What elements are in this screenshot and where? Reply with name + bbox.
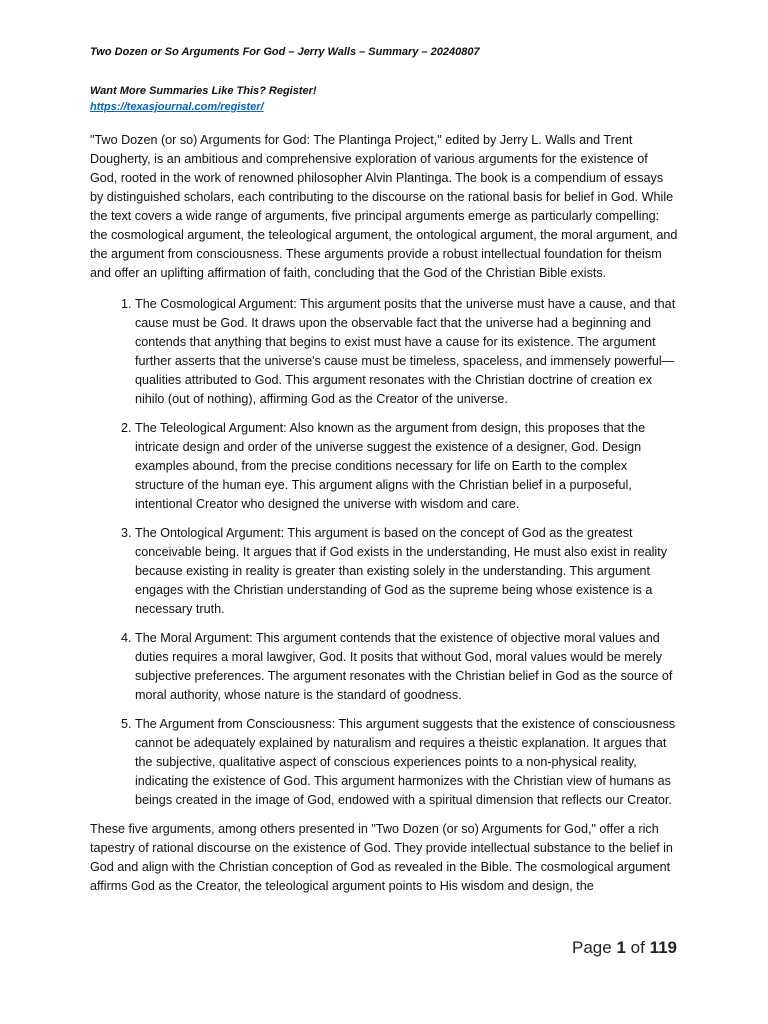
page-of: of bbox=[630, 938, 645, 957]
promo-text: Want More Summaries Like This? Register! bbox=[90, 85, 317, 97]
page-current: 1 bbox=[616, 938, 626, 957]
arguments-list bbox=[90, 295, 678, 810]
page-label: Page bbox=[572, 938, 612, 957]
page-total: 119 bbox=[649, 938, 677, 957]
page-number bbox=[572, 938, 677, 958]
register-link[interactable]: https://texasjournal.com/register/ bbox=[90, 101, 264, 113]
list-item: 3. The Ontological Argument: This argument is based on the concept of God as the greatest conceivable being. It argues that if God exists in the understanding, He must also exist in reality because existing in reality is greater than existing solely in the understanding. This argument engages with the Christian understanding of God as the supreme being whose existence is a necessary truth. bbox=[135, 524, 678, 619]
list-item: 2. The Teleological Argument: Also known as the argument from design, this proposes that the intricate design and order of the universe suggest the existence of a designer, God. Design examples abound, from the precise conditions necessary for life on Earth to the complex structure of the human eye. This argument aligns with the Christian belief in a purposeful, intentional Creator who designed the universe with wisdom and care. bbox=[135, 419, 678, 514]
list-item: 5. The Argument from Consciousness: This argument suggests that the existence of consciousness cannot be adequately explained by naturalism and requires a theistic explanation. It argues that the subjective, qualitative aspect of conscious experiences points to a non-physical reality, indicating the existence of God. This argument harmonizes with the Christian view of humans as beings created in the image of God, endowed with a spiritual dimension that reflects our Creator. bbox=[135, 715, 678, 810]
document-title: Two Dozen or So Arguments For God – Jerry Walls – Summary – 20240807 bbox=[90, 46, 480, 58]
list-item: 1. The Cosmological Argument: This argument posits that the universe must have a cause, and that cause must be God. It draws upon the observable fact that the universe had a beginning and contends that anything that begins to exist must have a cause for its existence. The argument further asserts that the universe's cause must be timeless, spaceless, and immensely powerful—qualities attributed to God. This argument resonates with the Christian doctrine of creation ex nihilo (out of nothing), affirming God as the Creator of the universe. bbox=[135, 295, 678, 409]
list-item: 4. The Moral Argument: This argument contends that the existence of objective moral values and duties requires a moral lawgiver, God. It posits that without God, moral values would be merely subjective preferences. The argument resonates with the Christian belief in God as the source of moral authority, whose nature is the standard of goodness. bbox=[135, 629, 678, 705]
intro-paragraph: "Two Dozen (or so) Arguments for God: The Plantinga Project," edited by Jerry L. Walls and Trent Dougherty, is an ambitious and comprehensive exploration of various arguments for the existence of God, rooted in the work of renowned philosopher Alvin Plantinga. The book is a compendium of essays by distinguished scholars, each contributing to the discourse on the rational basis for belief in God. While the text covers a wide range of arguments, five principal arguments emerge as particularly compelling: the cosmological argument, the teleological argument, the ontological argument, the moral argument, and the argument from consciousness. These arguments provide a robust intellectual foundation for theism and offer an uplifting affirmation of faith, concluding that the God of the Christian Bible exists. bbox=[90, 133, 678, 280]
closing-paragraph: These five arguments, among others presented in "Two Dozen (or so) Arguments for God," offer a rich tapestry of rational discourse on the existence of God. They provide intellectual substance to the belief in God and align with the Christian conception of God as revealed in the Bible. The cosmological argument affirms God as the Creator, the teleological argument points to His wisdom and design, the bbox=[90, 822, 673, 893]
